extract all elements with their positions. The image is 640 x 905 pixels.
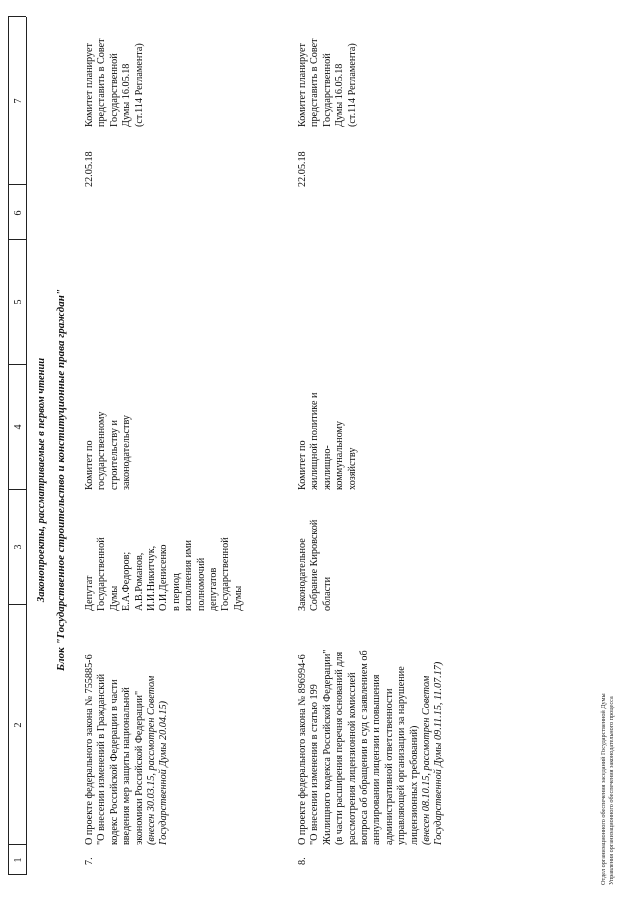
column-number: 5 — [13, 299, 24, 305]
row-number: 8. — [297, 857, 308, 865]
header-divider — [8, 844, 26, 845]
column-number: 2 — [13, 722, 24, 728]
header-divider — [8, 364, 26, 365]
bill-author: Депутат Государственной Думы Е.А.Федоров; А.В.Романов, И.И.Никитчук, О.И.Денисенко в период исполнения ими полномочий депутатов Государственной Думы — [84, 537, 244, 611]
bill-author: Законодательное Собрание Кировской области — [297, 519, 333, 611]
column-number: 1 — [13, 857, 24, 863]
footer-note: Отдел организационного обеспечения заседаний Государственной Думы Управления организационного обеспечения законодательного процесса — [600, 693, 615, 885]
column-number: 7 — [13, 98, 24, 104]
header-top-border — [8, 17, 9, 875]
block-title: Блок "Государственное строительство и конституционные права граждан" — [55, 289, 67, 671]
header-bottom-border — [26, 17, 27, 875]
date: 22.05.18 — [297, 151, 308, 187]
row-number: 7. — [84, 857, 95, 865]
bill-note: (внесен 30.03.15, рассмотрен Советом Государственной Думы 20.04.15) — [146, 675, 170, 845]
bill-title: О проекте федерального закона № 755885-6 "О внесении изменений в Гражданский кодекс Российской Федерации в части введения мер защиты национальной экономики Российской Федерации" — [84, 654, 145, 845]
plan-note: Комитет планирует представить в Совет Государственной Думы 16.05.18 (ст.114 Регламента) — [297, 38, 358, 127]
header-divider — [8, 184, 26, 185]
responsible-committee: Комитет по государственному строительству и законодательству — [84, 411, 133, 490]
bill-title: О проекте федерального закона № 896994-6 "О внесении изменения в статью 199 Жилищного кодекса Российской Федерации" (в части расширения перечня оснований для рассмотрения лицензионной комиссией вопроса об обращении в суд с заявлением об аннулировании лицензии и повышения административной ответственности управляющей организации за нарушение лицензионных требований) — [297, 649, 420, 845]
section-title: Законопроекты, рассматриваемые в первом чтении — [36, 357, 47, 603]
column-number: 3 — [13, 544, 24, 550]
plan-note: Комитет планирует представить в Совет Государственной Думы 16.05.18 (ст.114 Регламента) — [84, 38, 145, 127]
header-divider — [8, 604, 26, 605]
header-divider — [8, 874, 26, 875]
header-divider — [8, 16, 26, 17]
date: 22.05.18 — [84, 151, 95, 187]
column-number: 4 — [13, 424, 24, 430]
header-divider — [8, 489, 26, 490]
bill-note: (внесен 08.10.15, рассмотрен Советом Государственной Думы 09.11.15, 11.07.17) — [421, 661, 445, 845]
header-divider — [8, 239, 26, 240]
responsible-committee: Комитет по жилищной политике и жилищно- коммунальному хозяйству — [297, 392, 358, 490]
column-number: 6 — [13, 210, 24, 216]
